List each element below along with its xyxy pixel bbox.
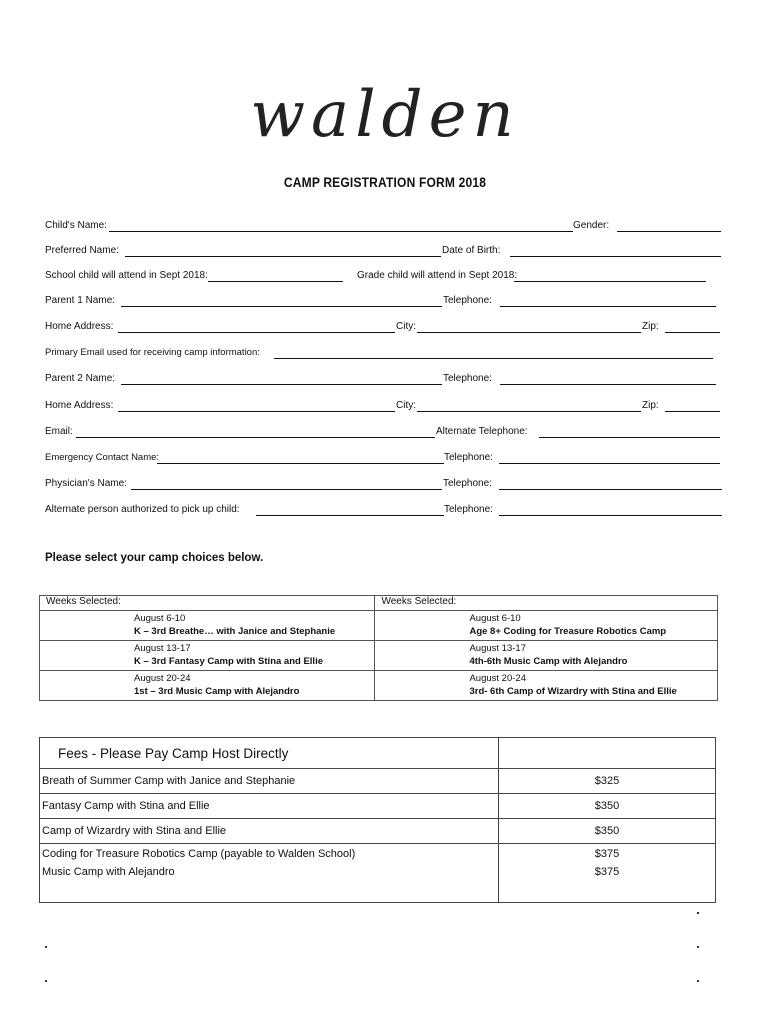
- weeks-header-left: Weeks Selected:: [40, 596, 375, 611]
- emergency-telephone-label: Telephone:: [444, 452, 493, 463]
- email-label: Email:: [45, 426, 73, 437]
- weeks-header-right: Weeks Selected:: [375, 596, 718, 611]
- logo-text: walden: [250, 78, 520, 152]
- fee-camp-name: Camp of Wizardry with Stina and Ellie: [40, 819, 499, 844]
- fees-table: [39, 737, 716, 903]
- school-field[interactable]: [208, 281, 343, 282]
- school-label: School child will attend in Sept 2018:: [45, 270, 208, 281]
- alternate-telephone-label: Alternate Telephone:: [436, 426, 528, 437]
- week-camp-name: 1st – 3rd Music Camp with Alejandro: [134, 686, 300, 697]
- home-address-label: Home Address:: [45, 321, 114, 332]
- gender-label: Gender:: [573, 220, 610, 231]
- primary-email-label: Primary Email used for receiving camp information:: [45, 347, 260, 358]
- city-field[interactable]: [417, 332, 641, 333]
- week-date: August 13-17: [134, 643, 191, 654]
- week-camp-name: 3rd- 6th Camp of Wizardry with Stina and Ellie: [469, 686, 677, 697]
- parent2-telephone-label: Telephone:: [443, 373, 492, 384]
- fee-price: $375: [499, 844, 716, 865]
- parent1-name-field[interactable]: [121, 306, 442, 307]
- city-2-field[interactable]: [417, 411, 641, 412]
- grade-label: Grade child will attend in Sept 2018:: [357, 270, 518, 281]
- weeks-table: [39, 595, 718, 701]
- fee-price: $375: [499, 864, 716, 903]
- week-option-right-3[interactable]: [375, 671, 718, 701]
- physician-name-label: Physician's Name:: [45, 478, 127, 489]
- preferred-name-label: Preferred Name:: [45, 245, 119, 256]
- physician-name-field[interactable]: [131, 489, 442, 490]
- fee-price: $350: [499, 819, 716, 844]
- zip-field[interactable]: [665, 332, 720, 333]
- grade-field[interactable]: [514, 281, 706, 282]
- city-label: City:: [396, 321, 416, 332]
- stray-mark: [697, 980, 699, 982]
- week-date: August 13-17: [469, 643, 526, 654]
- week-date: August 6-10: [134, 613, 186, 624]
- week-option-left-2[interactable]: [40, 641, 375, 671]
- emergency-contact-label: Emergency Contact Name:: [45, 452, 160, 463]
- week-camp-name: 4th-6th Music Camp with Alejandro: [469, 656, 628, 667]
- week-date: August 20-24: [469, 673, 526, 684]
- alternate-pickup-field[interactable]: [256, 515, 444, 516]
- dob-label: Date of Birth:: [442, 245, 501, 256]
- zip-2-label: Zip:: [642, 400, 659, 411]
- alternate-telephone-field[interactable]: [539, 437, 720, 438]
- parent1-telephone-label: Telephone:: [443, 295, 492, 306]
- parent2-name-field[interactable]: [121, 384, 442, 385]
- fee-camp-name: Music Camp with Alejandro: [40, 864, 499, 903]
- alternate-pickup-label: Alternate person authorized to pick up child:: [45, 504, 240, 515]
- week-camp-name: K – 3rd Fantasy Camp with Stina and Ellie: [134, 656, 323, 667]
- alternate-pickup-telephone-label: Telephone:: [444, 504, 493, 515]
- week-camp-name: K – 3rd Breathe… with Janice and Stephanie: [134, 626, 336, 637]
- parent2-name-label: Parent 2 Name:: [45, 373, 116, 384]
- week-option-right-1[interactable]: [375, 611, 718, 641]
- stray-mark: [45, 946, 47, 948]
- stray-mark: [697, 946, 699, 948]
- emergency-contact-field[interactable]: [157, 463, 444, 464]
- fee-price: $325: [499, 769, 716, 794]
- stray-mark: [697, 912, 699, 914]
- week-option-right-2[interactable]: [375, 641, 718, 671]
- zip-label: Zip:: [642, 321, 659, 332]
- city-2-label: City:: [396, 400, 416, 411]
- walden-logo: [0, 74, 770, 154]
- zip-2-field[interactable]: [665, 411, 720, 412]
- home-address-2-label: Home Address:: [45, 400, 114, 411]
- parent1-name-label: Parent 1 Name:: [45, 295, 116, 306]
- physician-telephone-field[interactable]: [499, 489, 722, 490]
- fee-price: $350: [499, 794, 716, 819]
- fee-camp-name: Fantasy Camp with Stina and Ellie: [40, 794, 499, 819]
- fees-heading: Fees - Please Pay Camp Host Directly: [40, 738, 499, 769]
- physician-telephone-label: Telephone:: [443, 478, 492, 489]
- dob-field[interactable]: [510, 256, 721, 257]
- camp-choices-heading: Please select your camp choices below.: [45, 552, 264, 564]
- fee-camp-name: Breath of Summer Camp with Janice and Stephanie: [40, 769, 499, 794]
- home-address-2-field[interactable]: [118, 411, 395, 412]
- parent2-telephone-field[interactable]: [500, 384, 716, 385]
- gender-field[interactable]: [617, 231, 721, 232]
- email-field[interactable]: [76, 437, 435, 438]
- week-option-left-3[interactable]: [40, 671, 375, 701]
- week-camp-name: Age 8+ Coding for Treasure Robotics Camp: [469, 626, 667, 637]
- week-option-left-1[interactable]: [40, 611, 375, 641]
- home-address-field[interactable]: [118, 332, 395, 333]
- week-date: August 20-24: [134, 673, 191, 684]
- emergency-telephone-field[interactable]: [499, 463, 720, 464]
- stray-mark: [45, 980, 47, 982]
- primary-email-field[interactable]: [274, 358, 713, 359]
- fees-heading-blank: [499, 738, 716, 769]
- alternate-pickup-telephone-field[interactable]: [499, 515, 722, 516]
- child-name-label: Child's Name:: [45, 220, 107, 231]
- form-title: CAMP REGISTRATION FORM 2018: [283, 174, 487, 190]
- preferred-name-field[interactable]: [125, 256, 441, 257]
- parent1-telephone-field[interactable]: [500, 306, 716, 307]
- fee-camp-name: Coding for Treasure Robotics Camp (payable to Walden School): [40, 844, 499, 865]
- week-date: August 6-10: [469, 613, 521, 624]
- child-name-field[interactable]: [109, 231, 573, 232]
